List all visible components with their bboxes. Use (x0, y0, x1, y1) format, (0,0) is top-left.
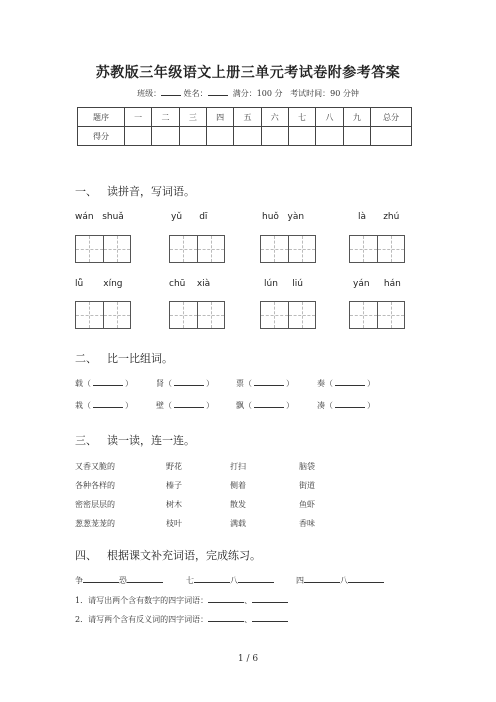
section-1-heading (75, 183, 195, 199)
compare-item: 票（ ） (236, 379, 294, 388)
writing-grid[interactable] (349, 235, 405, 263)
pinyin-2: shuǎ (102, 212, 124, 222)
score-table-header (78, 108, 412, 127)
answer-blank[interactable] (174, 399, 204, 408)
exam-time: 考试时间：90 分钟 (290, 89, 359, 98)
pinyin-1: yǔ (171, 212, 183, 222)
match-item[interactable]: 又香又脆的 (75, 462, 115, 471)
compare-item: 飘（ ） (236, 401, 294, 410)
pinyin-2: dī (199, 212, 208, 222)
pinyin-1: wán (75, 212, 94, 222)
match-item[interactable]: 树木 (166, 500, 182, 509)
score-cell[interactable] (316, 127, 343, 146)
section-number: 一、 (75, 185, 97, 198)
match-column-1 (75, 457, 115, 533)
answer-blank[interactable] (93, 399, 123, 408)
pinyin-2: liú (292, 279, 303, 289)
pinyin (169, 279, 210, 289)
pinyin-2: xià (196, 279, 211, 289)
section-number: 二、 (75, 352, 97, 365)
header-cell: 总分 (371, 108, 412, 127)
answer-blank[interactable] (127, 574, 163, 583)
section-title: 根据课文补充词语，完成练习。 (107, 549, 261, 562)
answer-blank[interactable] (208, 594, 244, 603)
pinyin (353, 279, 401, 289)
writing-grid[interactable] (260, 301, 316, 329)
writing-grid[interactable] (75, 235, 131, 263)
page-number: 1 / 6 (237, 654, 259, 664)
name-blank (208, 87, 228, 96)
section-2-heading (75, 350, 173, 366)
answer-blank[interactable] (252, 613, 288, 622)
writing-grid[interactable] (349, 301, 405, 329)
section-number: 四、 (75, 549, 97, 562)
match-column-3 (230, 457, 246, 533)
match-item[interactable]: 枝叶 (166, 519, 182, 528)
writing-grid[interactable] (260, 235, 316, 263)
match-item[interactable]: 满载 (230, 519, 246, 528)
fill-idiom-2: 七 八 (186, 574, 274, 586)
pinyin-1: chū (169, 279, 186, 289)
score-table (77, 107, 412, 146)
pinyin-1: yán (353, 279, 370, 289)
pinyin-1: huǒ (262, 212, 279, 222)
pinyin-1: là (358, 212, 367, 222)
answer-blank[interactable] (194, 574, 230, 583)
score-cell[interactable] (234, 127, 261, 146)
match-item[interactable]: 密密层层的 (75, 500, 115, 509)
section-4-heading (75, 547, 261, 563)
fill-idiom-3: 四 八 (296, 574, 384, 586)
pinyin (75, 212, 124, 222)
answer-blank[interactable] (252, 594, 288, 603)
exam-info (0, 87, 496, 99)
compare-item: 壁（ ） (156, 401, 214, 410)
match-item[interactable]: 榛子 (166, 481, 182, 490)
header-cell: 四 (206, 108, 233, 127)
header-cell: 二 (152, 108, 179, 127)
pinyin (75, 279, 123, 289)
name-label: 姓名： (183, 89, 208, 98)
compare-item: 凑（ ） (317, 401, 375, 410)
score-cell[interactable] (152, 127, 179, 146)
score-cell[interactable] (288, 127, 315, 146)
answer-blank[interactable] (348, 574, 384, 583)
pinyin (262, 212, 304, 222)
writing-grid[interactable] (169, 235, 225, 263)
fill-idiom-1: 争 恐 (75, 574, 163, 586)
header-cell: 三 (179, 108, 206, 127)
pinyin-2: hán (383, 279, 401, 289)
score-cell[interactable] (206, 127, 233, 146)
header-cell: 题序 (78, 108, 125, 127)
match-item[interactable]: 散发 (230, 500, 246, 509)
section-3-heading (75, 432, 195, 448)
answer-blank[interactable] (254, 377, 284, 386)
match-item[interactable]: 野花 (166, 462, 182, 471)
match-item[interactable]: 香味 (299, 519, 315, 528)
score-cell[interactable] (125, 127, 152, 146)
header-cell: 八 (316, 108, 343, 127)
answer-blank[interactable] (174, 377, 204, 386)
score-cell[interactable] (179, 127, 206, 146)
answer-blank[interactable] (238, 574, 274, 583)
answer-blank[interactable] (83, 574, 119, 583)
row-label: 得分 (78, 127, 125, 146)
score-cell[interactable] (261, 127, 288, 146)
class-blank (161, 87, 181, 96)
score-table-row (78, 127, 412, 146)
match-item[interactable]: 各种各样的 (75, 481, 115, 490)
pinyin-1: lún (264, 279, 278, 289)
answer-blank[interactable] (93, 377, 123, 386)
page-title: 苏教版三年级语文上册三单元考试卷附参考答案 (95, 65, 401, 81)
header-cell: 一 (125, 108, 152, 127)
header-cell: 七 (288, 108, 315, 127)
match-column-4 (299, 457, 315, 533)
pinyin-2: yàn (287, 212, 305, 222)
writing-grid[interactable] (75, 301, 131, 329)
answer-blank[interactable] (335, 399, 365, 408)
class-label: 班级： (137, 89, 162, 98)
match-item[interactable]: 侧着 (230, 481, 246, 490)
section-title: 比一比组词。 (107, 352, 173, 365)
compare-item: 载（ ） (75, 379, 133, 388)
compare-item: 肾（ ） (156, 379, 214, 388)
compare-item: 奏（ ） (317, 379, 375, 388)
writing-grid[interactable] (169, 301, 225, 329)
score-cell[interactable] (371, 127, 412, 146)
pinyin-2: xíng (103, 279, 123, 289)
compare-item: 栽（ ） (75, 401, 133, 410)
match-item[interactable]: 打扫 (230, 462, 246, 471)
match-column-2 (166, 457, 182, 533)
section-title: 读一读，连一连。 (107, 434, 195, 447)
header-cell: 五 (234, 108, 261, 127)
header-cell: 六 (261, 108, 288, 127)
header-cell: 九 (343, 108, 370, 127)
answer-blank[interactable] (254, 399, 284, 408)
answer-blank[interactable] (304, 574, 340, 583)
match-item[interactable]: 葱葱茏茏的 (75, 519, 115, 528)
full-score: 满分：100 分 (232, 89, 283, 98)
question-1: 1．请写出两个含有数字的四字词语： 、 (75, 594, 288, 606)
question-2: 2．请写两个含有反义词的四字词语： 、 (75, 613, 288, 625)
answer-blank[interactable] (335, 377, 365, 386)
match-item[interactable]: 街道 (299, 481, 315, 490)
pinyin (171, 212, 207, 222)
pinyin-1: lǚ (75, 279, 84, 289)
pinyin (264, 279, 303, 289)
match-item[interactable]: 脑袋 (299, 462, 315, 471)
match-item[interactable]: 鱼虾 (299, 500, 315, 509)
section-title: 读拼音，写词语。 (107, 185, 195, 198)
score-cell[interactable] (343, 127, 370, 146)
section-number: 三、 (75, 434, 97, 447)
pinyin (358, 212, 399, 222)
pinyin-2: zhú (383, 212, 400, 222)
answer-blank[interactable] (208, 613, 244, 622)
